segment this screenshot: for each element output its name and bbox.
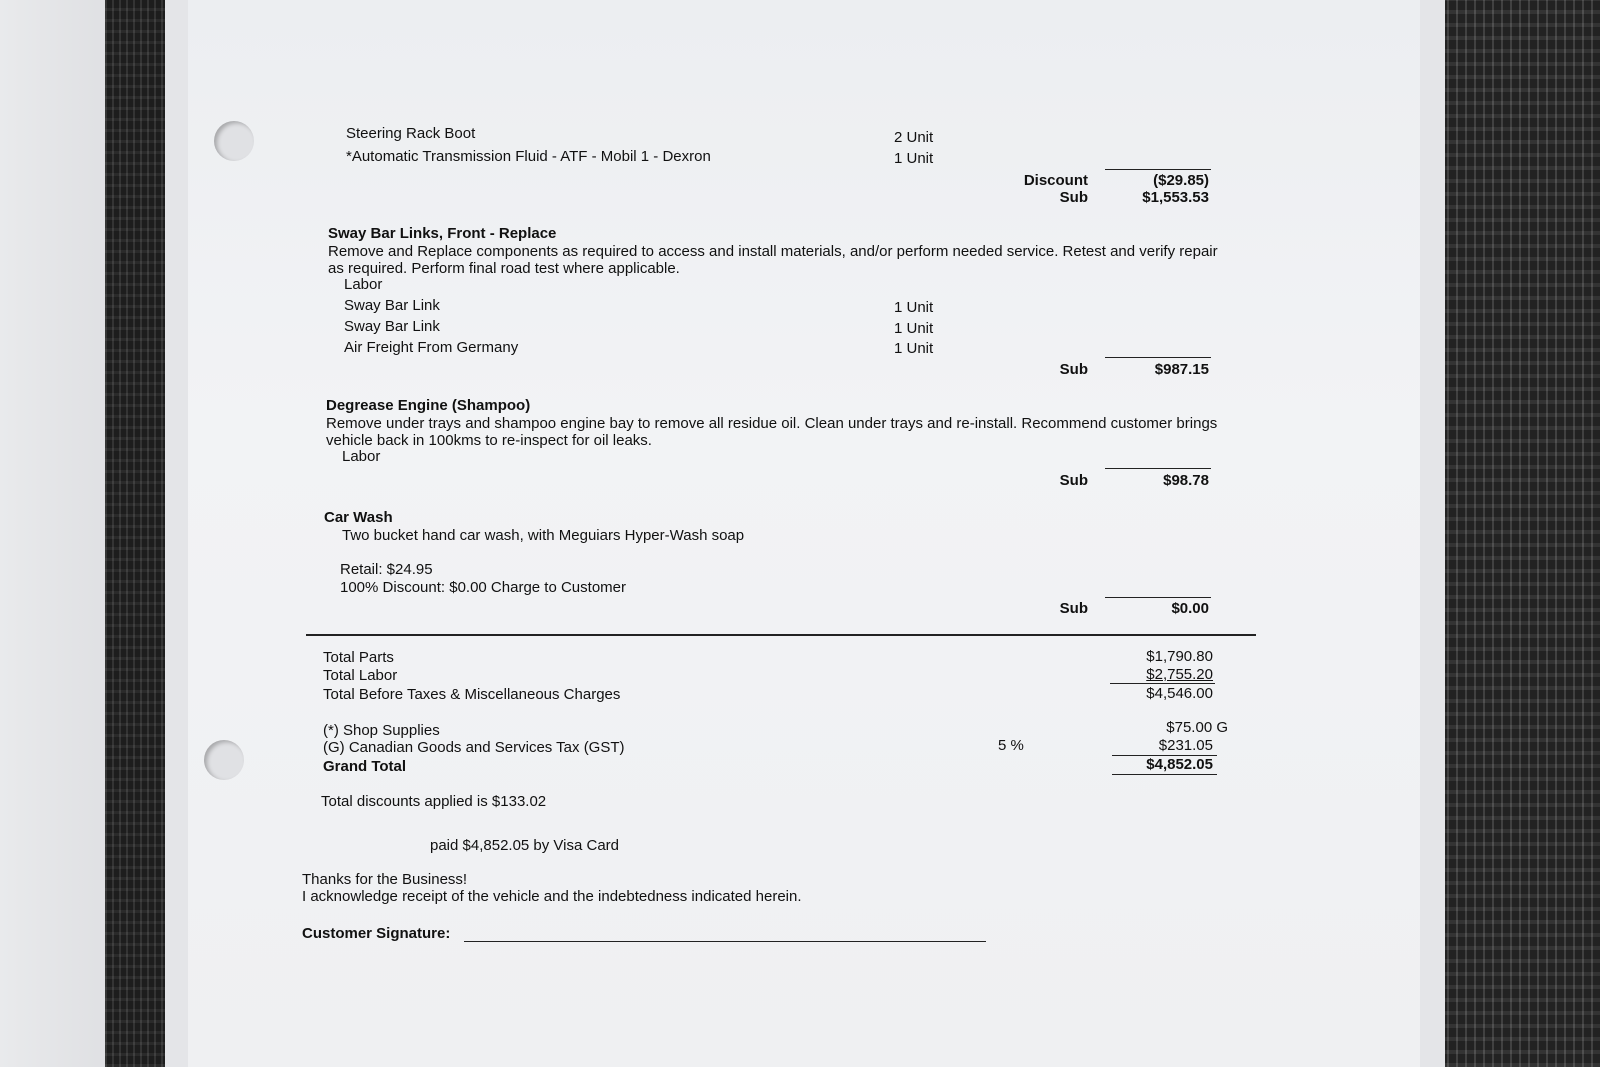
- total-before-value: $4,546.00: [1146, 685, 1213, 702]
- sub-value: $0.00: [1171, 600, 1209, 617]
- thanks-note: Thanks for the Business!: [302, 871, 468, 888]
- section-description: Two bucket hand car wash, with Meguiars Hyper-Wash soap: [342, 527, 745, 544]
- total-parts-value: $1,790.80: [1146, 648, 1213, 665]
- total-labor-value: $2,755.20: [1146, 666, 1213, 683]
- subtotal-rule: [1105, 357, 1211, 358]
- totals-divider: [306, 634, 1256, 636]
- labor-label: Labor: [344, 276, 383, 293]
- carpet-right: [1420, 0, 1600, 1067]
- grand-total-value: $4,852.05: [1146, 756, 1213, 773]
- total-labor-label: Total Labor: [323, 667, 398, 684]
- subtotal-rule: [1105, 468, 1211, 469]
- total-before-label: Total Before Taxes & Miscellaneous Charges: [323, 686, 621, 703]
- shop-supplies-value: $75.00 G: [1166, 719, 1228, 736]
- discount-value: ($29.85): [1153, 172, 1209, 189]
- sub-value: $1,553.53: [1142, 189, 1209, 206]
- line-item-qty: 2 Unit: [894, 129, 934, 146]
- line-item-name: Air Freight From Germany: [344, 339, 519, 356]
- sub-label: Sub: [1059, 361, 1088, 378]
- totals-rule: [1110, 683, 1215, 684]
- grand-total-label: Grand Total: [323, 758, 407, 775]
- retail-note: Retail: $24.95: [340, 561, 433, 578]
- line-item-qty: 1 Unit: [894, 320, 934, 337]
- signature-line: [464, 941, 986, 942]
- sub-label: Sub: [1059, 472, 1088, 489]
- discount-label: Discount: [1023, 172, 1088, 189]
- labor-label: Labor: [342, 448, 381, 465]
- sub-value: $98.78: [1163, 472, 1209, 489]
- line-item-name: Sway Bar Link: [344, 318, 440, 335]
- discounts-note: Total discounts applied is $133.02: [321, 793, 547, 810]
- line-item-qty: 1 Unit: [894, 340, 934, 357]
- line-item-name: Steering Rack Boot: [346, 125, 476, 142]
- section-description: Remove and Replace components as required to access and install materials, and/or perform needed service. Retest and verify repair as required. Perform final road test where applicable.: [328, 243, 1218, 277]
- gst-rate: 5 %: [998, 737, 1024, 754]
- underlying-sheet: [0, 0, 108, 1067]
- line-item-name: *Automatic Transmission Fluid - ATF - Mobil 1 - Dexron: [346, 148, 711, 165]
- invoice-page: [188, 0, 1420, 1067]
- punch-hole-top: [214, 121, 254, 161]
- discount-note: 100% Discount: $0.00 Charge to Customer: [340, 579, 626, 596]
- shop-supplies-label: (*) Shop Supplies: [323, 722, 440, 739]
- signature-label: Customer Signature:: [302, 925, 451, 942]
- acknowledge-note: I acknowledge receipt of the vehicle and the indebtedness indicated herein.: [302, 888, 802, 905]
- gst-label: (G) Canadian Goods and Services Tax (GST): [323, 739, 625, 756]
- section-title: Car Wash: [324, 509, 393, 526]
- payment-note: paid $4,852.05 by Visa Card: [430, 837, 620, 854]
- line-item-qty: 1 Unit: [894, 299, 934, 316]
- section-title: Degrease Engine (Shampoo): [326, 397, 531, 414]
- total-parts-label: Total Parts: [323, 649, 394, 666]
- punch-hole-bottom: [204, 740, 244, 780]
- subtotal-rule: [1105, 169, 1211, 170]
- carpet-left: [105, 0, 170, 1067]
- sub-label: Sub: [1059, 189, 1088, 206]
- gst-value: $231.05: [1158, 737, 1213, 754]
- sub-label: Sub: [1059, 600, 1088, 617]
- line-item-qty: 1 Unit: [894, 150, 934, 167]
- section-title: Sway Bar Links, Front - Replace: [328, 225, 557, 242]
- sub-value: $987.15: [1154, 361, 1209, 378]
- subtotal-rule: [1105, 597, 1211, 598]
- line-item-name: Sway Bar Link: [344, 297, 440, 314]
- grand-total-underline: [1112, 774, 1217, 775]
- section-description: Remove under trays and shampoo engine bay to remove all residue oil. Clean under trays and re-install. Recommend customer brings vehicle back in 100kms to re-inspect for oil leaks.: [326, 415, 1218, 449]
